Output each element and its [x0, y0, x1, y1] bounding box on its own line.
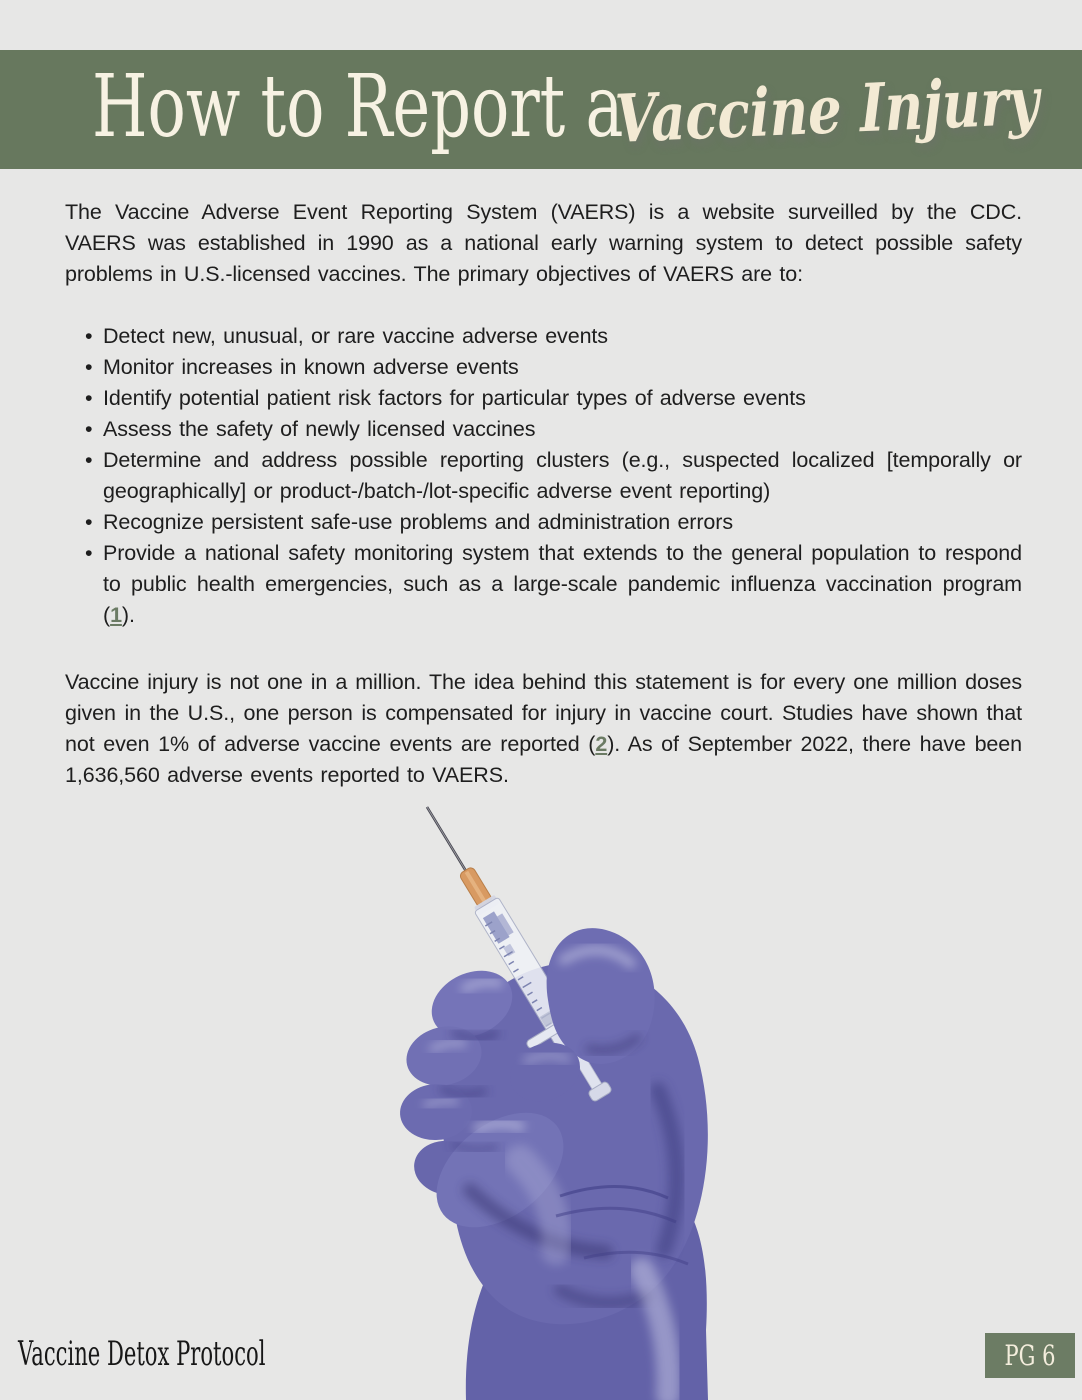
intro-paragraph: The Vaccine Adverse Event Reporting System (VAERS) is a website surveilled by the CDC. VAERS was established in 1990 as a national early warning system to detect possible safety problems in U.S.-licensed vaccines. The primary objectives of VAERS are to: [65, 200, 1022, 286]
list-item [65, 352, 1022, 383]
page-number-badge [985, 1333, 1075, 1378]
reference-link-2[interactable]: 2 [595, 732, 608, 756]
list-item [65, 445, 1022, 507]
list-item-text: Identify potential patient risk factors for particular types of adverse events [103, 386, 806, 410]
second-paragraph-text: ). As of September 2022, there have been 1,636,560 adverse events reported to VAERS. [65, 732, 1022, 787]
body-content [65, 197, 1022, 791]
page-number-text: PG 6 [1004, 1339, 1056, 1372]
footer-brand [18, 1330, 417, 1378]
list-item [65, 321, 1022, 352]
list-item [65, 383, 1022, 414]
list-item [65, 538, 1022, 631]
list-item-text: Assess the safety of newly licensed vaccines [103, 417, 536, 441]
page-title-script [613, 61, 1082, 174]
second-paragraph-text: Vaccine injury is not one in a million. The idea behind this statement is for every one million doses given in the U.S., one person is compensated for injury in vaccine court. Studies have shown that not even 1% of adverse vaccine events are reported ( [65, 670, 1022, 756]
list-item [65, 414, 1022, 445]
list-item-text: Detect new, unusual, or rare vaccine adverse events [103, 324, 608, 348]
objectives-list [65, 321, 1022, 631]
list-item-text: Provide a national safety monitoring system that extends to the general population to respond to public health emergencies, such as a large-scale pandemic influenza vaccination program ( [103, 541, 1022, 627]
page-title-script-text: Vaccine Injury [613, 61, 1040, 158]
list-item-text: Recognize persistent safe-use problems and administration errors [103, 510, 733, 534]
list-item-text: ). [121, 603, 135, 627]
list-item-text: Determine and address possible reporting clusters (e.g., suspected localized [temporally or geographically] or product-/batch-/lot-specific adverse event reporting) [103, 448, 1022, 503]
page-title-text: How to Report a [92, 57, 624, 157]
list-item [65, 507, 1022, 538]
list-item-text: Monitor increases in known adverse events [103, 355, 519, 379]
second-paragraph [65, 667, 1022, 791]
footer-brand-text: Vaccine Detox Protocol [18, 1334, 266, 1374]
syringe-in-gloved-hand-image [378, 788, 762, 1400]
reference-link-1[interactable]: 1 [110, 603, 122, 627]
